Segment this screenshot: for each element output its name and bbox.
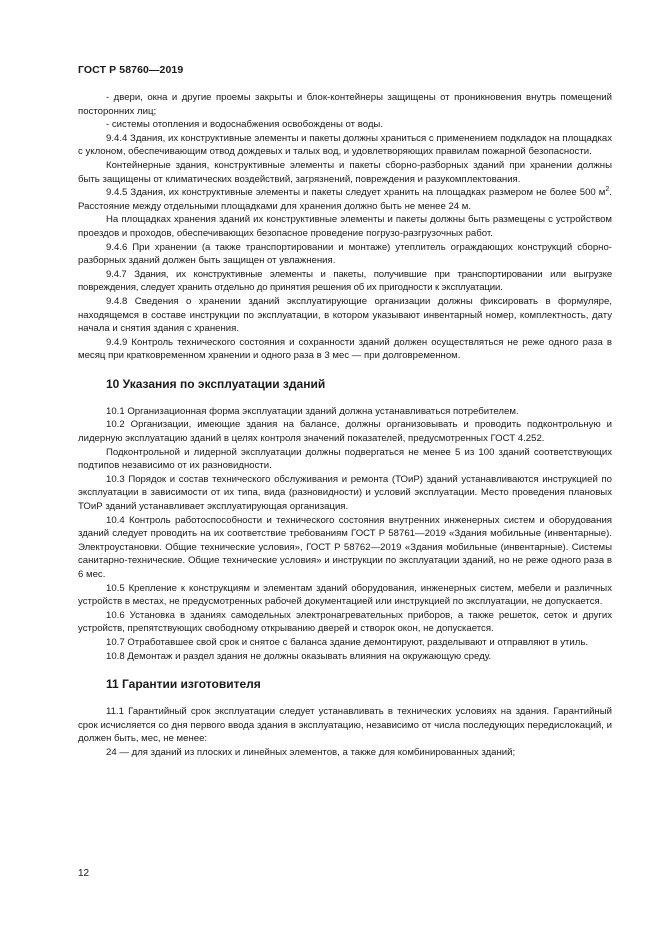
paragraph: 10.7 Отработавшее свой срок и снятое с баланса здание демонтируют, разделывают и отправляют в утиль.: [106, 636, 589, 648]
paragraph: 24 — для зданий из плоских и линейных элементов, а также для комбинированных зданий;: [106, 746, 516, 758]
paragraph: На площадках хранения зданий их конструктивные элементы и пакеты должны быть размещены с устройством проездов и проходов, обеспечивающих безопасное проведение погрузо-разгрузочных работ.: [78, 214, 612, 239]
text-span: 9.4.5 Здания, их конструктивные элементы и пакеты следует хранить на площадках размером не более 500 м: [106, 187, 606, 199]
standard-code-header: ГОСТ Р 58760—2019: [78, 64, 184, 76]
paragraph: 9.4.9 Контроль технического состояния и сохранности зданий должен осуществляться не реже одного раза в месяц при кратковременном хранении и одного раза в 3 мес — при долговременном.: [78, 336, 612, 362]
section-heading-10: 10 Указания по эксплуатации зданий: [106, 376, 326, 391]
paragraph: 9.4.6 При хранении (а также транспортировании и монтаже) утеплитель ограждающих конструкций сборно-разборных зданий должен быть защищен от увлажнения.: [78, 241, 612, 267]
section-heading-11: 11 Гарантии изготовителя: [106, 677, 261, 692]
text-span: . Расстояние между отдельными площадками для хранения должно быть не менее 24 м.: [78, 187, 612, 212]
paragraph: 10.1 Организационная форма эксплуатации зданий должна устанавливаться потребителем.: [106, 405, 519, 417]
paragraph: - системы отопления и водоснабжения освобождены от воды.: [106, 119, 383, 131]
paragraph: 9.4.8 Сведения о хранении зданий эксплуатирующие организации должны фиксировать в формуляре, находящемся в составе инструкции по эксплуатации, в котором указывают инвентарный номер, комплектность, дату начала и снятия здания с хранения.: [78, 295, 612, 335]
superscript: 2: [605, 185, 610, 193]
paragraph: 10.5 Крепление к конструкциям и элементам зданий оборудования, инженерных систем, мебели и различных устройств в местах, не предусмотренных рабочей документацией или инструкцией по эксплуатации, не допускается.: [78, 582, 612, 608]
paragraph: 10.2 Организации, имеющие здания на балансе, должны организовывать и проводить подконтрольную и лидерную эксплуатацию зданий в целях контроля значений показателей, предусмотренных ГОСТ 4.252.: [78, 419, 612, 445]
paragraph: Контейнерные здания, конструктивные элементы и пакеты сборно-разборных зданий при хранении должны быть защищены от климатических воздействий, загрязнений, повреждения и разукомплектования.: [78, 159, 612, 185]
paragraph: Подконтрольной и лидерной эксплуатации должны подвергаться не менее 5 из 100 зданий соответствующих подтипов независимо от их разновидности.: [78, 446, 612, 472]
paragraph: 9.4.4 Здания, их конструктивные элементы и пакеты должны храниться с применением подкладок на площадках с уклоном, обеспечивающим отвод дождевых и талых вод, и удовлетворяющих правилам пожарной безопасности.: [78, 132, 612, 158]
document-body: [78, 91, 612, 760]
paragraph: 10.3 Порядок и состав технического обслуживания и ремонта (ТОиР) зданий устанавливаются инструкцией по эксплуатации в зависимости от их типа, вида (разновидности) и условий эксплуатации. Место проведения плановых ТОиР зданий устанавливает эксплуатирующая организация.: [78, 473, 612, 513]
paragraph: 9.4.7 Здания, их конструктивные элементы и пакеты, получившие при транспортировании или выгрузке повреждения, следует хранить отдельно до принятия решения об их пригодности к эксплуатации.: [78, 268, 612, 294]
page-number: 12: [78, 868, 90, 879]
paragraph: 11.1 Гарантийный срок эксплуатации следует устанавливать в технических условиях на здания. Гарантийный срок исчисляется со дня первого ввода здания в эксплуатацию, независимо от числа последующих передислокаций, и должен быть, мес, не менее:: [78, 706, 612, 745]
paragraph: 10.4 Контроль работоспособности и технического состояния внутренних инженерных систем и оборудования зданий следует проводить на их соответствие требованиям ГОСТ Р 58761—2019 «Здания мобильные (инвентарные). Электроустановки. Общие технические условия», ГОСТ Р 58762—2019 «Здания мобильные (инвентарные). Системы санитарно-технические. Общие технические условия» и инструкции по эксплуатации зданий, но не реже одного раза в 6 мес.: [78, 514, 612, 580]
paragraph: 10.6 Установка в зданиях самодельных электронагревательных приборов, а также решеток, сеток и других устройств, препятствующих свободному открыванию дверей и створок окон, не допускается.: [78, 609, 612, 635]
paragraph: - двери, окна и другие проемы закрыты и блок-контейнеры защищены от проникновения внутрь помещений посторонних лиц;: [78, 92, 612, 117]
paragraph: 10.8 Демонтаж и раздел здания не должны оказывать влияния на окружающую среду.: [106, 650, 492, 662]
paragraph-9-4-5: [78, 186, 612, 213]
